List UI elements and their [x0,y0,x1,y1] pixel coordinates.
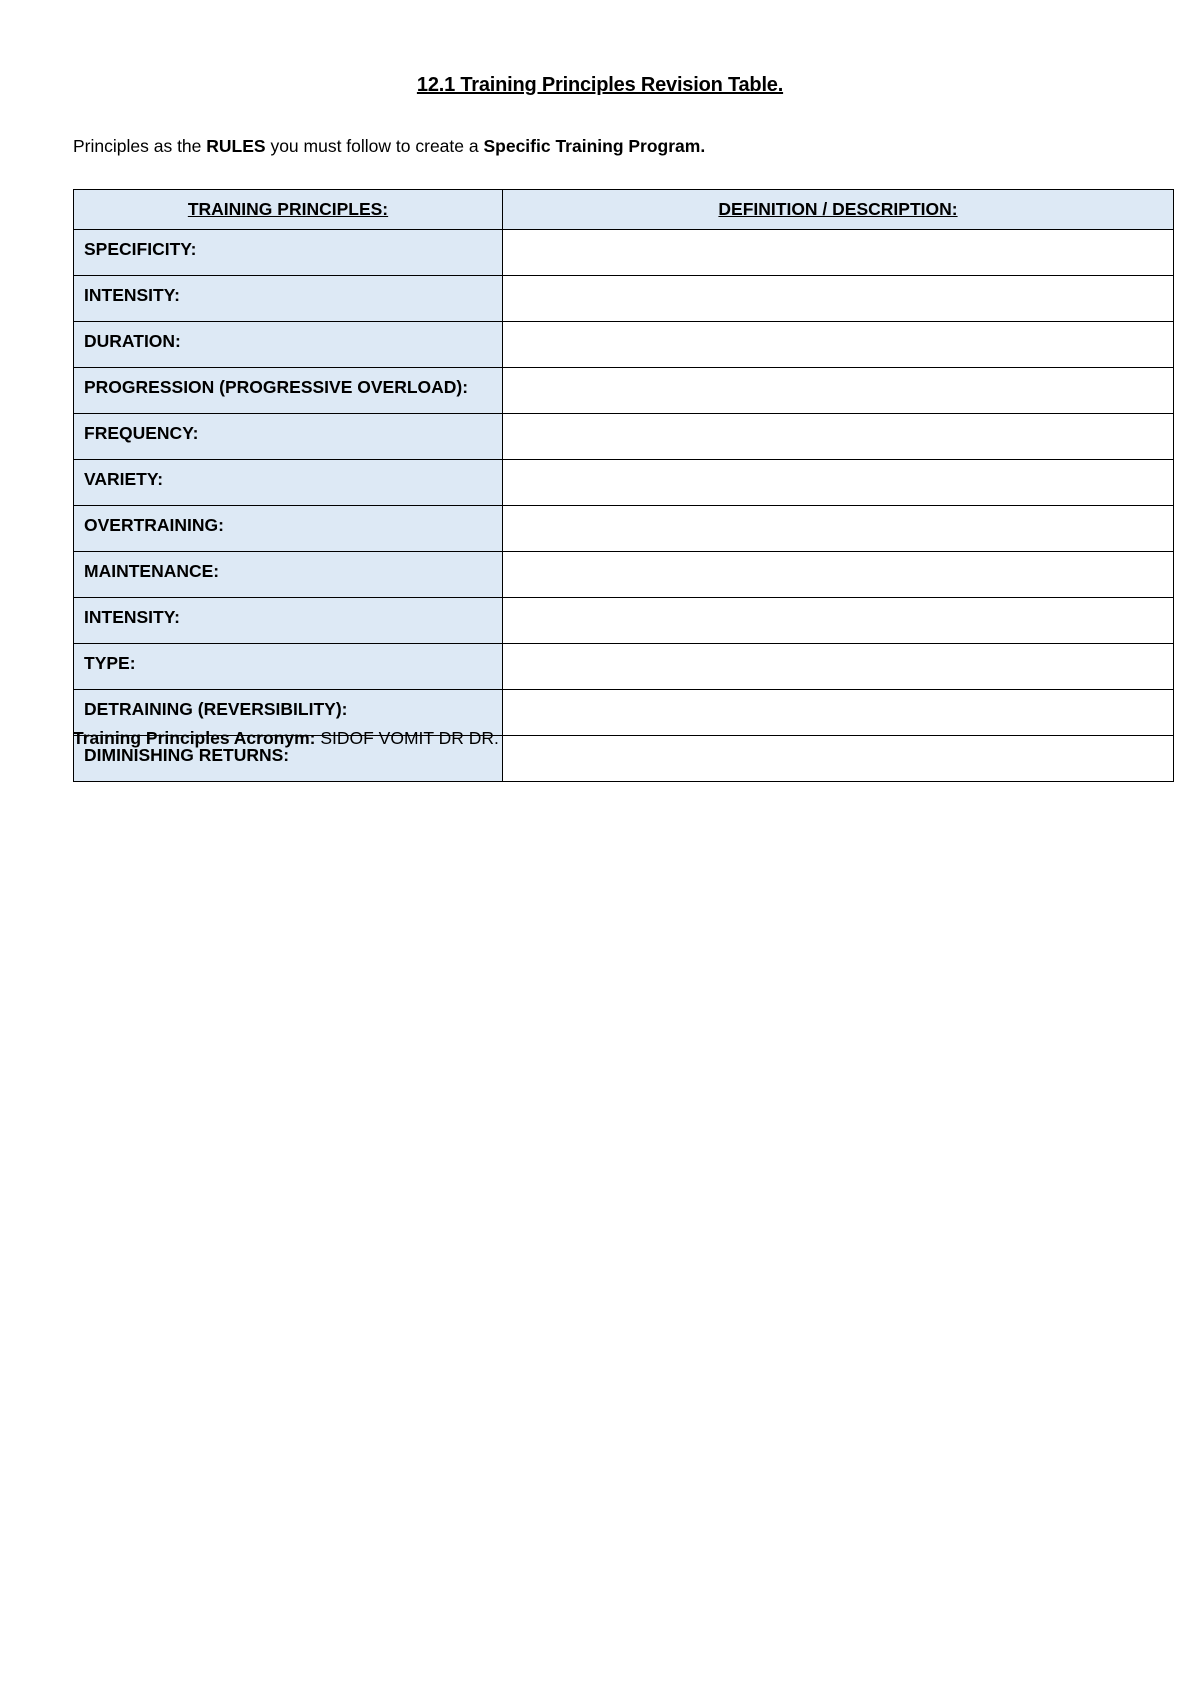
definition-cell[interactable] [503,230,1174,276]
intro-rules: RULES [206,136,266,156]
table-row [74,644,1174,690]
table-row [74,322,1174,368]
principle-name-cell: OVERTRAINING: [74,506,503,552]
principle-name-cell: FREQUENCY: [74,414,503,460]
principle-name-cell: DURATION: [74,322,503,368]
definition-cell[interactable] [503,644,1174,690]
intro-program: Specific Training Program. [483,136,706,156]
table-header-row [74,190,1174,230]
header-definition: DEFINITION / DESCRIPTION: [503,190,1174,230]
definition-cell[interactable] [503,552,1174,598]
definition-cell[interactable] [503,690,1174,736]
acronym-value: SIDOF VOMIT DR DR. [315,728,499,748]
table-row [74,460,1174,506]
table-body [74,230,1174,782]
table-row [74,276,1174,322]
definition-cell[interactable] [503,598,1174,644]
principle-name-cell: PROGRESSION (PROGRESSIVE OVERLOAD): [74,368,503,414]
definition-cell[interactable] [503,276,1174,322]
intro-part-1: Principles as the [73,136,207,156]
table-row [74,414,1174,460]
principle-name-cell: DETRAINING (REVERSIBILITY): [74,690,503,736]
intro-text [73,136,705,157]
table-row [74,598,1174,644]
table-row [74,552,1174,598]
definition-cell[interactable] [503,736,1174,782]
principle-name-cell: TYPE: [74,644,503,690]
principle-name-cell: SPECIFICITY: [74,230,503,276]
definition-cell[interactable] [503,368,1174,414]
acronym-label: Training Principles Acronym: [73,728,316,748]
intro-part-2: you must follow to create a [265,136,484,156]
table-row [74,368,1174,414]
definition-cell[interactable] [503,322,1174,368]
acronym-line [73,728,499,749]
header-principles: TRAINING PRINCIPLES: [74,190,503,230]
principle-name-cell: DIMINISHING RETURNS: [74,736,503,782]
principles-table [73,189,1174,782]
principle-name-cell: INTENSITY: [74,598,503,644]
definition-cell[interactable] [503,460,1174,506]
principle-name-cell: INTENSITY: [74,276,503,322]
principle-name-cell: MAINTENANCE: [74,552,503,598]
table-row [74,506,1174,552]
principle-name-cell: VARIETY: [74,460,503,506]
table-row [74,230,1174,276]
definition-cell[interactable] [503,414,1174,460]
definition-cell[interactable] [503,506,1174,552]
page-title: 12.1 Training Principles Revision Table. [416,74,784,96]
